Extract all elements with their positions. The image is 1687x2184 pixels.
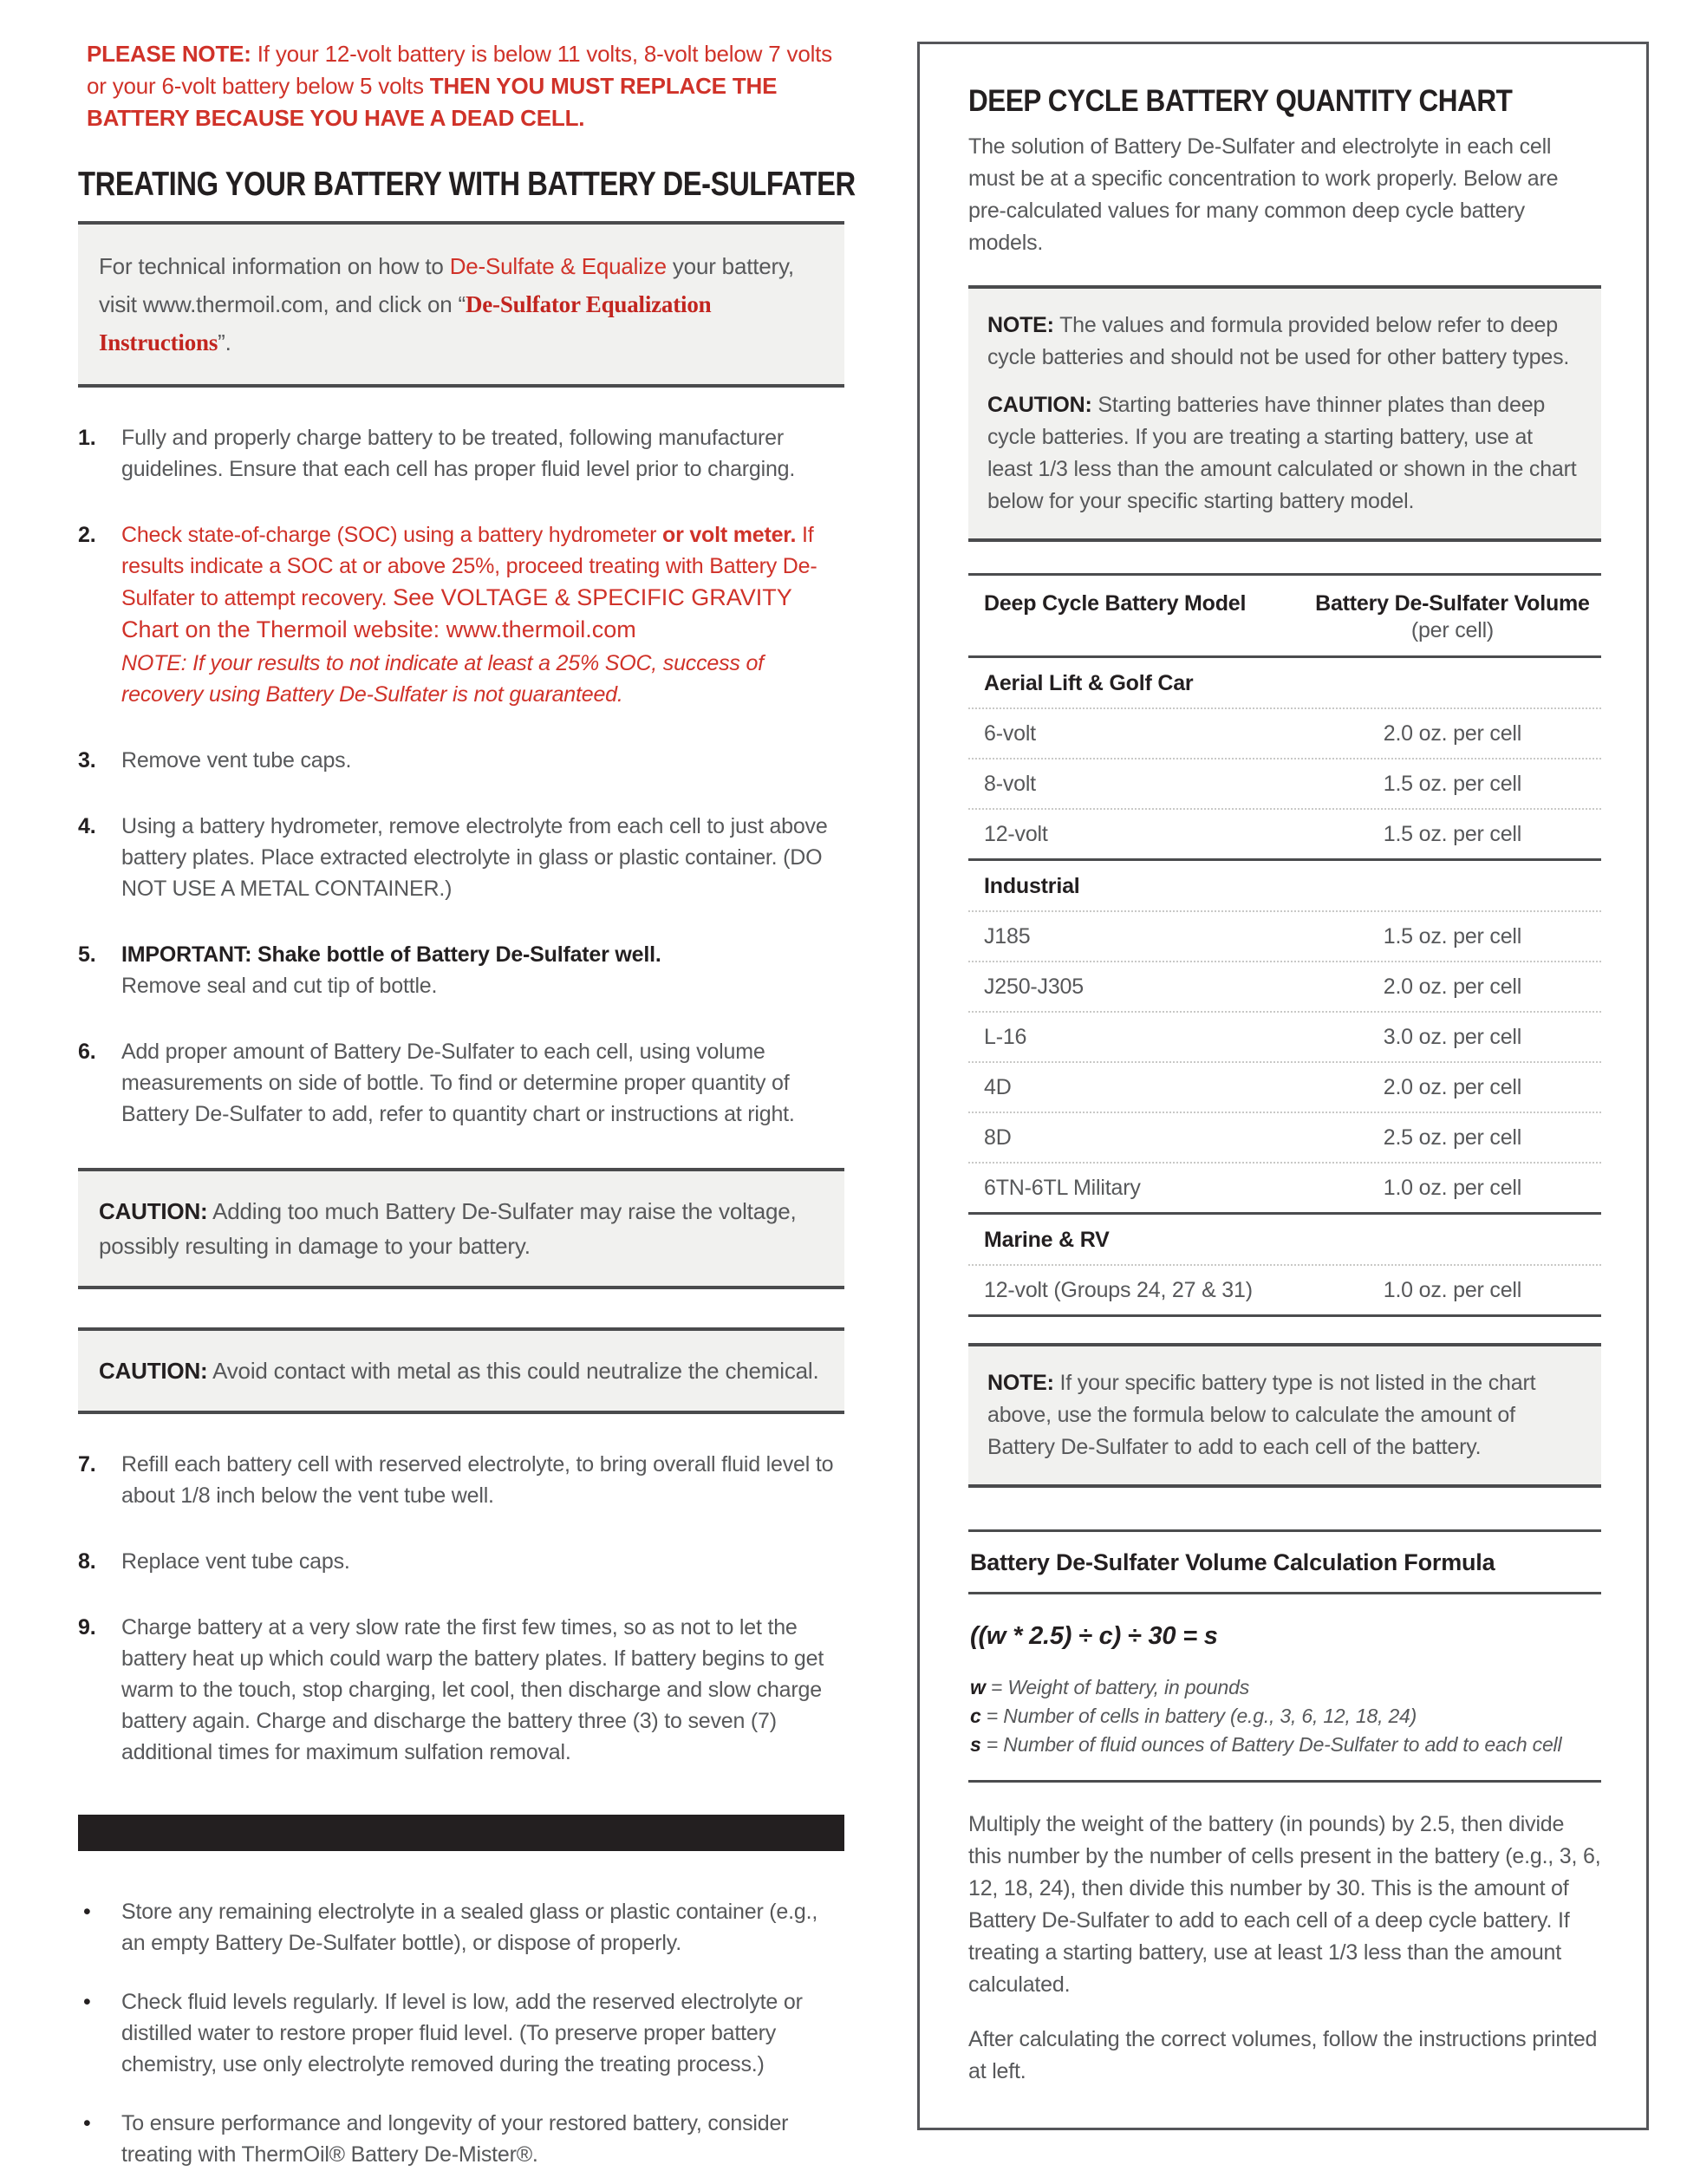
volume-cell: 2.5 oz. per cell — [1383, 1125, 1522, 1150]
please-note-body: If your 12-volt battery is below 11 volts, 8-volt below 7 volts or your 6-volt battery below 5 volts — [87, 41, 832, 99]
chart-title: DEEP CYCLE BATTERY QUANTITY CHART — [968, 84, 1513, 118]
table-col1-header: Deep Cycle Battery Model — [984, 591, 1247, 616]
please-note-warning — [78, 38, 844, 134]
step-4 — [78, 811, 844, 904]
step-2-seg-2: If results indicate a SOC at or above 25%, proceed treating with Battery De-Sulfater to attempt recovery. — [121, 523, 817, 610]
model-cell: 6-volt — [984, 721, 1036, 746]
list-item — [78, 1896, 844, 1959]
formula-definitions — [968, 1673, 1601, 1783]
model-cell: L-16 — [984, 1025, 1027, 1049]
formula-desc: Number of cells in battery (e.g., 3, 6, 12, 18, 24) — [1003, 1705, 1417, 1727]
step-2-gravity-chart-callout: See VOLTAGE & SPECIFIC GRAVITY Chart on the Thermoil website: www.thermoil.com — [121, 584, 792, 642]
volume-cell: 1.5 oz. per cell — [1383, 772, 1522, 796]
caution-1-label: CAUTION: — [99, 1198, 208, 1224]
model-cell: J250-J305 — [984, 975, 1084, 999]
volume-cell: 3.0 oz. per cell — [1383, 1025, 1522, 1049]
step-8 — [78, 1546, 844, 1577]
table-row — [968, 760, 1601, 810]
formula-expression: ((w * 2.5) ÷ c) ÷ 30 = s — [970, 1622, 1218, 1650]
chart-note-caution-box — [968, 285, 1601, 542]
formula-desc: Number of fluid ounces of Battery De-Sulfater to add to each cell — [1003, 1733, 1562, 1756]
table-row — [968, 1113, 1601, 1164]
table-section-marine-rv: Marine & RV — [968, 1215, 1601, 1266]
formula-note-label: NOTE: — [987, 1371, 1054, 1395]
step-9-number: 9. — [78, 1615, 96, 1640]
step-5-detail: Remove seal and cut tip of bottle. — [121, 974, 438, 998]
closing-paragraph-1: Multiply the weight of the battery (in pounds) by 2.5, then divide this number by the number of cells present in the battery (e.g., 3, 6, 12, 18, 24), then divide this number by 30. This is the amount of Battery De-Sulfater to add to each cell of a deep cycle battery. If treating a starting battery, use at least 1/3 less than the amount calculated. — [968, 1812, 1601, 1997]
bullet-1-text: Store any remaining electrolyte in a sealed glass or plastic container (e.g., an empty Battery De-Sulfater bottle), or dispose of properly. — [121, 1900, 818, 1955]
chart-caution-text: Starting batteries have thinner plates than deep cycle batteries. If you are treating a starting battery, use at least 1/3 less than the amount calculated or shown in the chart below for your specific starting battery model. — [987, 393, 1577, 513]
step-4-text: Using a battery hydrometer, remove electrolyte from each cell to just above battery plates. Place extracted electrolyte in glass or plastic container. (DO NOT USE A METAL CONTAINER.) — [121, 814, 828, 901]
model-cell: J185 — [984, 924, 1031, 949]
chart-note-label: NOTE: — [987, 313, 1054, 337]
battery-quantity-table — [968, 573, 1601, 1317]
step-5-important: IMPORTANT: Shake bottle of Battery De-Sulfater well. — [121, 942, 661, 967]
step-4-number: 4. — [78, 814, 96, 838]
chart-intro: The solution of Battery De-Sulfater and electrolyte in each cell must be at a specific concentration to work properly. Below are pre-calculated values for many common deep cycle battery models. — [968, 134, 1559, 255]
volume-cell: 1.5 oz. per cell — [1383, 822, 1522, 846]
volume-cell: 1.0 oz. per cell — [1383, 1278, 1522, 1302]
please-note-emphasis: THEN YOU MUST REPLACE THE BATTERY BECAUSE YOU HAVE A DEAD CELL. — [87, 73, 778, 131]
table-row — [968, 962, 1601, 1013]
volume-cell: 1.5 oz. per cell — [1383, 924, 1522, 949]
step-6-number: 6. — [78, 1040, 96, 1064]
caution-box-metal — [78, 1327, 844, 1414]
info-seg-3: ”. — [218, 329, 231, 355]
table-row — [968, 1164, 1601, 1215]
info-seg-2: your battery, visit www.thermoil.com, and click on “ — [99, 253, 794, 317]
step-2-number: 2. — [78, 523, 96, 547]
step-5 — [78, 939, 844, 1001]
list-item — [78, 2108, 844, 2170]
info-seg-1: For technical information on how to — [99, 253, 450, 279]
step-2 — [78, 519, 844, 710]
step-7-number: 7. — [78, 1452, 96, 1477]
table-row — [968, 810, 1601, 861]
step-2-note: NOTE: If your results to not indicate at least a 25% SOC, success of recovery using Battery De-Sulfater is not guaranteed. — [121, 651, 764, 707]
model-cell: 4D — [984, 1075, 1012, 1099]
chart-caution-label: CAUTION: — [987, 393, 1092, 417]
step-6-text: Add proper amount of Battery De-Sulfater to each cell, using volume measurements on side of bottle. To find or determine proper quantity of Battery De-Sulfater to add, refer to quantity chart or instructions at right. — [121, 1040, 795, 1126]
step-9-text: Charge battery at a very slow rate the first few times, so as not to let the battery heat up which could warp the battery plates. If battery begins to get warm to the touch, stop charging, let cool, then discharge and slow charge battery again. Charge and discharge the battery three (3) to seven (7) additional times for maximum sulfation removal. — [121, 1615, 824, 1764]
table-row — [968, 709, 1601, 760]
volume-cell: 2.0 oz. per cell — [1383, 975, 1522, 999]
step-3-number: 3. — [78, 748, 96, 773]
left-column — [78, 38, 856, 2170]
table-section-aerial-golf: Aerial Lift & Golf Car — [968, 658, 1601, 709]
closing-paragraph-2: After calculating the correct volumes, follow the instructions printed at left. — [968, 2027, 1598, 2083]
chart-caution-paragraph — [987, 389, 1582, 518]
formula-def-c — [970, 1702, 1601, 1731]
step-2-bold: or volt meter. — [662, 523, 797, 547]
bullet-dot — [78, 2108, 121, 2170]
formula-def-s — [970, 1731, 1601, 1759]
step-3-text: Remove vent tube caps. — [121, 748, 352, 773]
bullet-2-text: Check fluid levels regularly. If level is low, add the reserved electrolyte or distilled water to restore proper fluid level. (To preserve proper battery chemistry, use only electrolyte removed during the treating process.) — [121, 1990, 803, 2076]
chart-note-paragraph — [987, 310, 1582, 374]
formula-symbol: w — [970, 1676, 986, 1698]
step-9 — [78, 1612, 844, 1768]
table-row — [968, 1013, 1601, 1063]
step-3 — [78, 745, 844, 776]
step-1-number: 1. — [78, 426, 96, 450]
after-treatment-list — [78, 1896, 844, 2170]
bullet-3-text: To ensure performance and longevity of your restored battery, consider treating with ThermOil® Battery De-Mister®. — [121, 2111, 789, 2167]
black-divider-bar — [78, 1815, 844, 1851]
step-7-text: Refill each battery cell with reserved electrolyte, to bring overall fluid level to about 1/8 inch below the vent tube well. — [121, 1452, 834, 1508]
formula-symbol: s — [970, 1733, 981, 1756]
caution-2-label: CAUTION: — [99, 1358, 208, 1384]
step-2-seg-1: Check state-of-charge (SOC) using a battery hydrometer — [121, 523, 662, 547]
table-section-industrial: Industrial — [968, 861, 1601, 912]
table-header-row — [968, 573, 1601, 658]
model-cell: 8D — [984, 1125, 1012, 1150]
formula-symbol: c — [970, 1705, 981, 1727]
caution-2-text: Avoid contact with metal as this could neutralize the chemical. — [207, 1358, 819, 1384]
table-row — [968, 1266, 1601, 1317]
model-cell: 12-volt — [984, 822, 1048, 846]
volume-cell: 2.0 oz. per cell — [1383, 721, 1522, 746]
formula-equals: = — [986, 1705, 999, 1727]
step-2-text — [121, 519, 844, 710]
volume-cell: 1.0 oz. per cell — [1383, 1176, 1522, 1200]
model-cell: 12-volt (Groups 24, 27 & 31) — [984, 1278, 1253, 1302]
formula-equals: = — [990, 1676, 1003, 1698]
step-8-text: Replace vent tube caps. — [121, 1549, 350, 1574]
info-red-desulfate: De-Sulfate & Equalize — [449, 253, 667, 279]
table-col2-header — [1304, 591, 1601, 643]
model-cell: 8-volt — [984, 772, 1036, 796]
formula-note-box — [968, 1343, 1601, 1488]
bullet-dot — [78, 1896, 121, 1959]
step-6 — [78, 1036, 844, 1130]
caution-1-text: Adding too much Battery De-Sulfater may raise the voltage, possibly resulting in damage to your battery. — [99, 1198, 797, 1259]
info-red-instructions-link: De-Sulfator Equalization Instructions — [99, 291, 712, 355]
model-cell: 6TN-6TL Military — [984, 1176, 1141, 1200]
step-5-text — [121, 939, 844, 1001]
list-item — [78, 1986, 844, 2080]
table-row — [968, 1063, 1601, 1113]
please-note-label: PLEASE NOTE: — [87, 41, 251, 67]
formula-note-text: If your specific battery type is not listed in the chart above, use the formula below to calculate the amount of Battery De-Sulfater to add to each cell of the battery. — [987, 1371, 1536, 1459]
quantity-chart-box — [917, 42, 1649, 2130]
formula-desc: Weight of battery, in pounds — [1007, 1676, 1250, 1698]
page-title: TREATING YOUR BATTERY WITH BATTERY DE-SULFATER — [78, 166, 856, 203]
bullet-dot — [78, 1986, 121, 2080]
table-col2-header-line2: (per cell) — [1410, 618, 1495, 642]
volume-cell: 2.0 oz. per cell — [1383, 1075, 1522, 1099]
step-5-number: 5. — [78, 942, 96, 967]
step-1-text: Fully and properly charge battery to be treated, following manufacturer guidelines. Ensure that each cell has proper fluid level prior to charging. — [121, 426, 796, 481]
table-col2-header-line1: Battery De-Sulfater Volume — [1315, 591, 1590, 616]
chart-note-text: The values and formula provided below refer to deep cycle batteries and should not be used for other battery types. — [987, 313, 1570, 369]
step-1 — [78, 422, 844, 485]
table-row — [968, 912, 1601, 962]
caution-box-voltage — [78, 1168, 844, 1289]
technical-info-box — [78, 221, 844, 388]
formula-def-w — [970, 1673, 1601, 1702]
step-8-number: 8. — [78, 1549, 96, 1574]
formula-equals: = — [986, 1733, 999, 1756]
formula-header: Battery De-Sulfater Volume Calculation Formula — [968, 1529, 1601, 1594]
step-7 — [78, 1449, 844, 1511]
